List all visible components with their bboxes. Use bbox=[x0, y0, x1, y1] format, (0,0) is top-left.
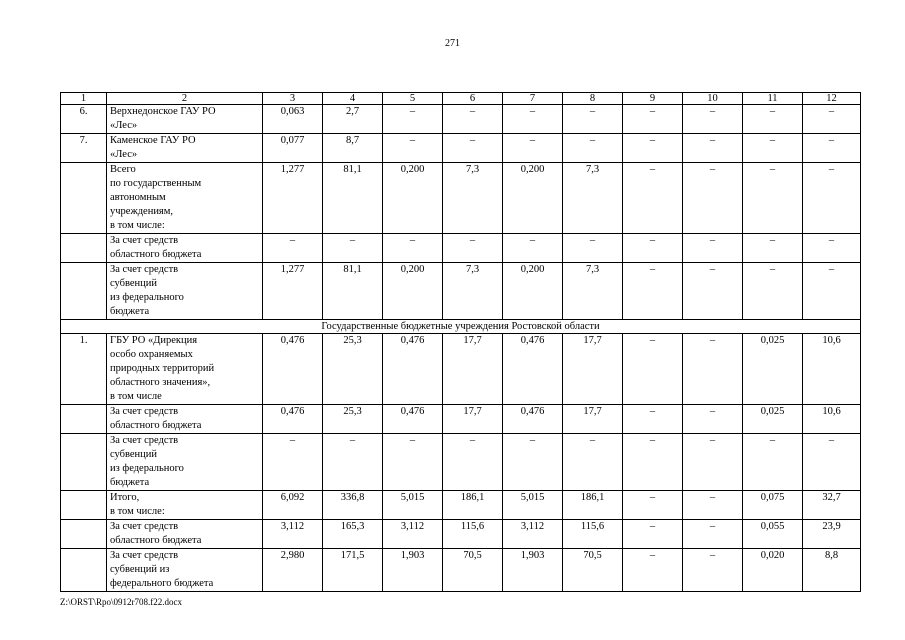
value-cell: 0,476 bbox=[503, 334, 563, 405]
value-cell: – bbox=[623, 491, 683, 520]
table-row bbox=[61, 263, 861, 320]
row-name bbox=[107, 334, 263, 405]
value-cell: – bbox=[623, 334, 683, 405]
row-number bbox=[61, 263, 107, 320]
value-cell: – bbox=[503, 234, 563, 263]
row-number: 6. bbox=[61, 105, 107, 134]
value-cell: 0,476 bbox=[263, 405, 323, 434]
table-row bbox=[61, 405, 861, 434]
value-cell: – bbox=[683, 105, 743, 134]
table-row bbox=[61, 334, 861, 405]
row-name-line: субвенций bbox=[110, 278, 158, 289]
value-cell: 2,980 bbox=[263, 549, 323, 592]
value-cell: 0,025 bbox=[743, 334, 803, 405]
row-number bbox=[61, 434, 107, 491]
value-cell: 1,903 bbox=[383, 549, 443, 592]
value-cell: 7,3 bbox=[443, 163, 503, 234]
value-cell: 81,1 bbox=[323, 163, 383, 234]
row-name-line: бюджета bbox=[110, 306, 150, 317]
value-cell: 8,7 bbox=[323, 134, 383, 163]
value-cell: 70,5 bbox=[443, 549, 503, 592]
value-cell: – bbox=[743, 105, 803, 134]
column-header: 6 bbox=[443, 93, 503, 105]
row-number bbox=[61, 491, 107, 520]
row-name bbox=[107, 134, 263, 163]
value-cell: – bbox=[623, 263, 683, 320]
table-row bbox=[61, 520, 861, 549]
row-name-line: в том числе: bbox=[110, 220, 165, 231]
value-cell: – bbox=[563, 134, 623, 163]
value-cell: – bbox=[683, 434, 743, 491]
value-cell: – bbox=[443, 105, 503, 134]
header-row bbox=[61, 93, 861, 105]
row-name-line: За счет средств bbox=[110, 235, 179, 246]
table-row bbox=[61, 105, 861, 134]
row-name-line: из федерального bbox=[110, 292, 184, 303]
row-name-line: За счет средств bbox=[110, 550, 179, 561]
value-cell: – bbox=[263, 434, 323, 491]
row-name-line: областного значения», bbox=[110, 377, 211, 388]
value-cell: – bbox=[743, 134, 803, 163]
value-cell: 3,112 bbox=[383, 520, 443, 549]
row-name-line: ГБУ РО «Дирекция bbox=[110, 335, 198, 346]
value-cell: 0,476 bbox=[263, 334, 323, 405]
value-cell: 0,077 bbox=[263, 134, 323, 163]
value-cell: 7,3 bbox=[443, 263, 503, 320]
value-cell: 1,277 bbox=[263, 163, 323, 234]
value-cell: – bbox=[623, 105, 683, 134]
value-cell: – bbox=[683, 334, 743, 405]
value-cell: – bbox=[443, 134, 503, 163]
row-name-line: «Лес» bbox=[110, 120, 138, 131]
value-cell: – bbox=[683, 234, 743, 263]
value-cell: 0,075 bbox=[743, 491, 803, 520]
value-cell: 25,3 bbox=[323, 334, 383, 405]
value-cell: 165,3 bbox=[323, 520, 383, 549]
value-cell: 186,1 bbox=[563, 491, 623, 520]
value-cell: – bbox=[683, 134, 743, 163]
value-cell: – bbox=[743, 434, 803, 491]
value-cell: – bbox=[803, 163, 861, 234]
value-cell: 10,6 bbox=[803, 334, 861, 405]
row-name-line: Итого, bbox=[110, 492, 140, 503]
row-name-line: субвенций bbox=[110, 449, 158, 460]
row-name-line: субвенций из bbox=[110, 564, 170, 575]
value-cell: – bbox=[563, 105, 623, 134]
value-cell: – bbox=[623, 405, 683, 434]
value-cell: – bbox=[803, 134, 861, 163]
table-row bbox=[61, 163, 861, 234]
value-cell: 115,6 bbox=[443, 520, 503, 549]
column-header: 1 bbox=[61, 93, 107, 105]
value-cell: – bbox=[443, 234, 503, 263]
row-name-line: областного бюджета bbox=[110, 420, 202, 431]
value-cell: 3,112 bbox=[503, 520, 563, 549]
row-name-line: автономным bbox=[110, 192, 166, 203]
value-cell: – bbox=[563, 234, 623, 263]
row-name-line: природных территорий bbox=[110, 363, 215, 374]
row-name-line: федерального бюджета bbox=[110, 578, 214, 589]
value-cell: – bbox=[803, 263, 861, 320]
value-cell: – bbox=[743, 263, 803, 320]
value-cell: – bbox=[803, 434, 861, 491]
row-name-line: За счет средств bbox=[110, 406, 179, 417]
value-cell: 0,200 bbox=[383, 263, 443, 320]
row-name-line: в том числе: bbox=[110, 506, 165, 517]
row-name-line: областного бюджета bbox=[110, 249, 202, 260]
value-cell: – bbox=[803, 234, 861, 263]
row-number bbox=[61, 234, 107, 263]
value-cell: 17,7 bbox=[563, 405, 623, 434]
value-cell: – bbox=[623, 549, 683, 592]
row-name bbox=[107, 549, 263, 592]
column-header: 4 bbox=[323, 93, 383, 105]
row-name-line: бюджета bbox=[110, 477, 150, 488]
value-cell: 0,200 bbox=[503, 163, 563, 234]
table-body bbox=[61, 93, 861, 592]
row-name bbox=[107, 263, 263, 320]
row-name-line: Каменское ГАУ РО bbox=[110, 135, 196, 146]
value-cell: 7,3 bbox=[563, 263, 623, 320]
value-cell: 81,1 bbox=[323, 263, 383, 320]
value-cell: – bbox=[443, 434, 503, 491]
value-cell: 25,3 bbox=[323, 405, 383, 434]
row-name bbox=[107, 105, 263, 134]
value-cell: 0,063 bbox=[263, 105, 323, 134]
value-cell: – bbox=[743, 234, 803, 263]
value-cell: 23,9 bbox=[803, 520, 861, 549]
table-row bbox=[61, 234, 861, 263]
value-cell: – bbox=[323, 434, 383, 491]
row-name-line: в том числе bbox=[110, 391, 162, 402]
row-name-line: из федерального bbox=[110, 463, 184, 474]
value-cell: – bbox=[263, 234, 323, 263]
value-cell: – bbox=[683, 491, 743, 520]
value-cell: 1,903 bbox=[503, 549, 563, 592]
value-cell: 8,8 bbox=[803, 549, 861, 592]
value-cell: 0,200 bbox=[383, 163, 443, 234]
value-cell: – bbox=[743, 163, 803, 234]
value-cell: 0,025 bbox=[743, 405, 803, 434]
value-cell: – bbox=[503, 134, 563, 163]
value-cell: 17,7 bbox=[443, 405, 503, 434]
value-cell: 0,476 bbox=[383, 405, 443, 434]
value-cell: – bbox=[383, 105, 443, 134]
row-name bbox=[107, 434, 263, 491]
value-cell: – bbox=[683, 405, 743, 434]
value-cell: – bbox=[623, 234, 683, 263]
data-table bbox=[60, 92, 861, 592]
table-row bbox=[61, 134, 861, 163]
value-cell: 115,6 bbox=[563, 520, 623, 549]
value-cell: 0,200 bbox=[503, 263, 563, 320]
value-cell: – bbox=[683, 163, 743, 234]
value-cell: – bbox=[683, 520, 743, 549]
row-number: 1. bbox=[61, 334, 107, 405]
value-cell: 7,3 bbox=[563, 163, 623, 234]
value-cell: – bbox=[623, 434, 683, 491]
row-name-line: особо охраняемых bbox=[110, 349, 193, 360]
row-name-line: учреждениям, bbox=[110, 206, 174, 217]
column-header: 3 bbox=[263, 93, 323, 105]
row-name-line: За счет средств bbox=[110, 264, 179, 275]
row-name bbox=[107, 163, 263, 234]
row-number bbox=[61, 549, 107, 592]
value-cell: 2,7 bbox=[323, 105, 383, 134]
column-header: 5 bbox=[383, 93, 443, 105]
page-number: 271 bbox=[445, 38, 460, 49]
value-cell: 0,020 bbox=[743, 549, 803, 592]
row-name-line: по государственным bbox=[110, 178, 202, 189]
row-name-line: За счет средств bbox=[110, 521, 179, 532]
value-cell: – bbox=[803, 105, 861, 134]
column-header: 7 bbox=[503, 93, 563, 105]
row-name-line: За счет средств bbox=[110, 435, 179, 446]
row-name-line: «Лес» bbox=[110, 149, 138, 160]
value-cell: 336,8 bbox=[323, 491, 383, 520]
column-header: 12 bbox=[803, 93, 861, 105]
value-cell: 17,7 bbox=[563, 334, 623, 405]
value-cell: – bbox=[383, 134, 443, 163]
value-cell: – bbox=[563, 434, 623, 491]
row-number: 7. bbox=[61, 134, 107, 163]
table-row bbox=[61, 549, 861, 592]
value-cell: – bbox=[503, 105, 563, 134]
value-cell: – bbox=[503, 434, 563, 491]
value-cell: 32,7 bbox=[803, 491, 861, 520]
column-header: 8 bbox=[563, 93, 623, 105]
column-header: 9 bbox=[623, 93, 683, 105]
value-cell: 0,055 bbox=[743, 520, 803, 549]
row-number bbox=[61, 520, 107, 549]
value-cell: 70,5 bbox=[563, 549, 623, 592]
section-row bbox=[61, 320, 861, 334]
value-cell: 0,476 bbox=[383, 334, 443, 405]
value-cell: – bbox=[323, 234, 383, 263]
value-cell: 5,015 bbox=[503, 491, 563, 520]
value-cell: – bbox=[623, 134, 683, 163]
table-row bbox=[61, 491, 861, 520]
column-header: 11 bbox=[743, 93, 803, 105]
value-cell: 3,112 bbox=[263, 520, 323, 549]
row-name bbox=[107, 234, 263, 263]
value-cell: – bbox=[623, 520, 683, 549]
value-cell: – bbox=[383, 234, 443, 263]
row-number bbox=[61, 163, 107, 234]
file-path-footer: Z:\ORST\Rpo\0912r708.f22.docx bbox=[60, 597, 182, 607]
row-number bbox=[61, 405, 107, 434]
section-title: Государственные бюджетные учреждения Ростовской области bbox=[61, 320, 861, 334]
value-cell: 10,6 bbox=[803, 405, 861, 434]
value-cell: 186,1 bbox=[443, 491, 503, 520]
value-cell: 17,7 bbox=[443, 334, 503, 405]
row-name bbox=[107, 520, 263, 549]
value-cell: – bbox=[623, 163, 683, 234]
value-cell: 5,015 bbox=[383, 491, 443, 520]
value-cell: 1,277 bbox=[263, 263, 323, 320]
column-header: 2 bbox=[107, 93, 263, 105]
table-row bbox=[61, 434, 861, 491]
value-cell: – bbox=[683, 263, 743, 320]
column-header: 10 bbox=[683, 93, 743, 105]
value-cell: 0,476 bbox=[503, 405, 563, 434]
row-name-line: областного бюджета bbox=[110, 535, 202, 546]
row-name-line: Всего bbox=[110, 164, 136, 175]
row-name bbox=[107, 491, 263, 520]
value-cell: 171,5 bbox=[323, 549, 383, 592]
row-name-line: Верхнедонское ГАУ РО bbox=[110, 106, 216, 117]
value-cell: – bbox=[383, 434, 443, 491]
row-name bbox=[107, 405, 263, 434]
value-cell: – bbox=[683, 549, 743, 592]
value-cell: 6,092 bbox=[263, 491, 323, 520]
